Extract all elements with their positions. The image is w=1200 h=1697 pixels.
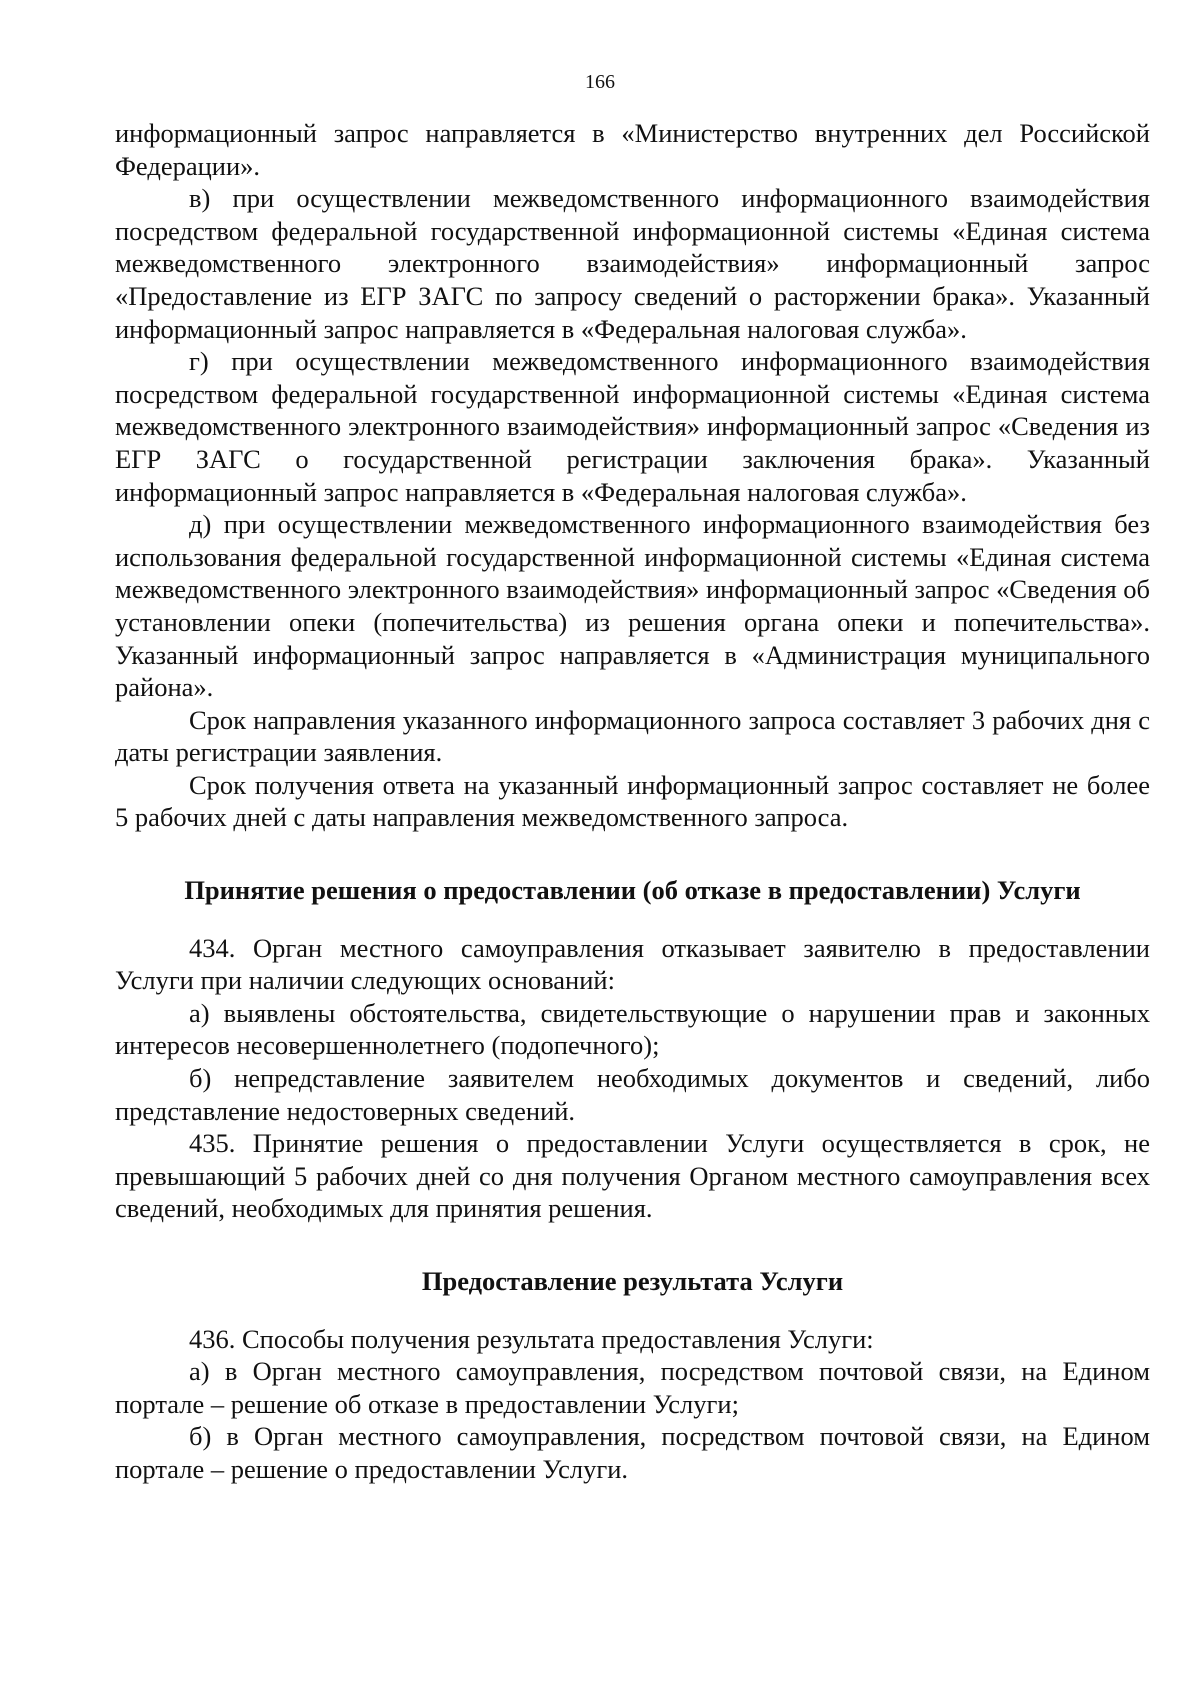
paragraph-434-a: а) выявлены обстоятельства, свидетельствующие о нарушении прав и законных интересов несовершеннолетнего (подопечного); xyxy=(115,997,1150,1061)
paragraph-continuation: информационный запрос направляется в «Министерство внутренних дел Российской Федерации». xyxy=(115,118,1150,181)
paragraph-item-v: в) при осуществлении межведомственного информационного взаимодействия посредством федеральной государственной информационной системы «Единая система межведомственного электронного взаимодействия» информационный запрос «Предоставление из ЕГР ЗАГС по запросу сведений о расторжении брака». Указанный информационный запрос направляется в «Федеральная налоговая служба». xyxy=(115,183,1150,344)
paragraph-435: 435. Принятие решения о предоставлении Услуги осуществляется в срок, не превышающий 5 рабочих дней со дня получения Органом местного самоуправления всех сведений, необходимых для принятия решения. xyxy=(115,1128,1150,1224)
paragraph-item-g: г) при осуществлении межведомственного информационного взаимодействия посредством федеральной государственной информационной системы «Единая система межведомственного электронного взаимодействия» информационный запрос «Сведения из ЕГР ЗАГС о государственной регистрации заключения брака». Указанный информационный запрос направляется в «Федеральная налоговая служба». xyxy=(115,346,1150,507)
section-heading-decision: Принятие решения о предоставлении (об отказе в предоставлении) Услуги xyxy=(184,875,1081,906)
page-number: 166 xyxy=(585,71,615,93)
paragraph-436: 436. Способы получения результата предоставления Услуги: xyxy=(189,1323,874,1354)
paragraph-436-b: б) в Орган местного самоуправления, посредством почтовой связи, на Едином портале – решение о предоставлении Услуги. xyxy=(115,1421,1150,1484)
document-body xyxy=(115,117,1150,1486)
paragraph-434: 434. Орган местного самоуправления отказывает заявителю в предоставлении Услуги при наличии следующих оснований: xyxy=(115,932,1150,996)
paragraph-response-deadline: Срок получения ответа на указанный информационный запрос составляет не более 5 рабочих дней с даты направления межведомственного запроса. xyxy=(115,769,1150,833)
paragraph-434-b: б) непредставление заявителем необходимых документов и сведений, либо представление недостоверных сведений. xyxy=(115,1063,1150,1126)
paragraph-request-deadline: Срок направления указанного информационного запроса составляет 3 рабочих дня с даты регистрации заявления. xyxy=(115,704,1150,768)
paragraph-item-d: д) при осуществлении межведомственного информационного взаимодействия без использования федеральной государственной информационной системы «Единая система межведомственного электронного взаимодействия» информационный запрос «Сведения об установлении опеки (попечительства) из решения органа опеки и попечительства». Указанный информационный запрос направляется в «Администрация муниципального района». xyxy=(115,509,1151,703)
paragraph-436-a: а) в Орган местного самоуправления, посредством почтовой связи, на Едином портале – решение об отказе в предоставлении Услуги; xyxy=(115,1356,1150,1419)
section-heading-result: Предоставление результата Услуги xyxy=(421,1266,844,1296)
